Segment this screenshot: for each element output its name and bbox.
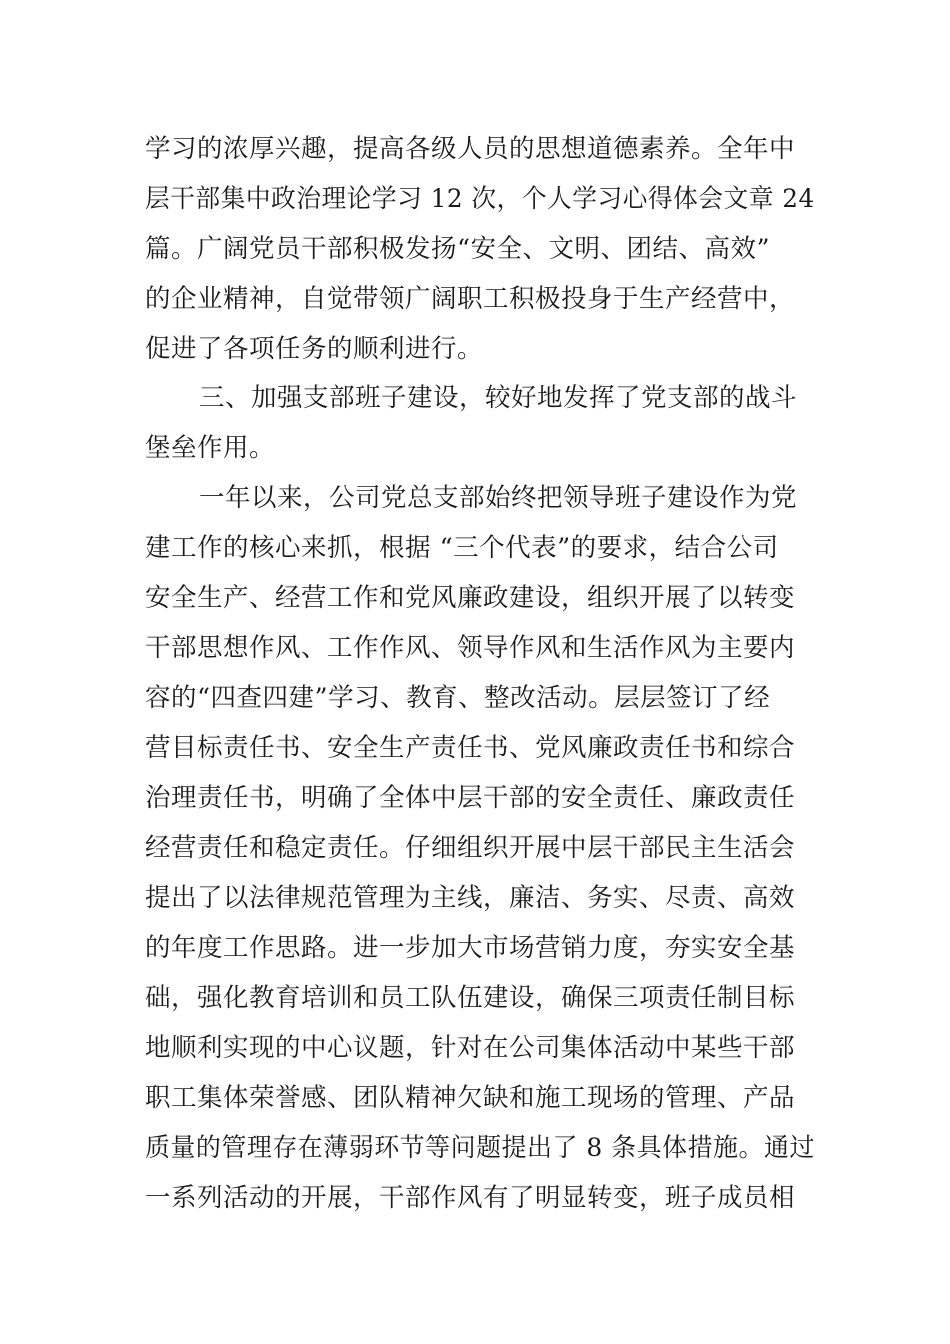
text-line: 质量的管理存在薄弱环节等问题提出了 8 条具体措施。通过 (145, 1133, 815, 1163)
text-line: 职工集体荣誉感、团队精神欠缺和施工现场的管理、产品 (145, 1083, 796, 1113)
text-line: 建工作的核心来抓，根据 “三个代表”的要求，结合公司 (145, 533, 779, 563)
text-line: 营目标责任书、安全生产责任书、党风廉政责任书和综合 (145, 733, 796, 763)
text-line: 学习的浓厚兴趣，提高各级人员的思想道德素养。全年中 (145, 134, 796, 164)
text-line: 的企业精神，自觉带领广阔职工积极投身于生产经营中， (145, 284, 796, 314)
text-line: 促进了各项任务的顺利进行。 (145, 334, 484, 364)
text-line: 治理责任书，明确了全体中层干部的安全责任、廉政责任 (145, 783, 796, 813)
section-heading-line: 三、加强支部班子建设，较好地发挥了党支部的战斗 (199, 383, 798, 413)
text-line: 一系列活动的开展，干部作风有了明显转变，班子成员相 (145, 1183, 796, 1213)
text-line: 篇。广阔党员干部积极发扬“安全、文明、团结、高效” (145, 234, 771, 264)
text-line: 地顺利实现的中心议题，针对在公司集体活动中某些干部 (145, 1033, 796, 1063)
text-line: 一年以来，公司党总支部始终把领导班子建设作为党 (199, 483, 798, 513)
text-line: 容的“四查四建”学习、教育、整改活动。层层签订了经 (145, 683, 771, 713)
text-line: 的年度工作思路。进一步加大市场营销力度，夯实安全基 (145, 933, 796, 963)
text-line: 层干部集中政治理论学习 12 次，个人学习心得体会文章 24 (145, 184, 815, 214)
section-heading-line: 堡垒作用。 (145, 433, 276, 463)
text-line: 经营责任和稳定责任。仔细组织开展中层干部民主生活会 (145, 833, 796, 863)
text-line: 干部思想作风、工作作风、领导作风和生活作风为主要内 (145, 633, 796, 663)
text-line: 提出了以法律规范管理为主线，廉洁、务实、尽责、高效 (145, 883, 796, 913)
text-line: 安全生产、经营工作和党风廉政建设，组织开展了以转变 (145, 583, 796, 613)
text-line: 础，强化教育培训和员工队伍建设，确保三项责任制目标 (145, 983, 796, 1013)
